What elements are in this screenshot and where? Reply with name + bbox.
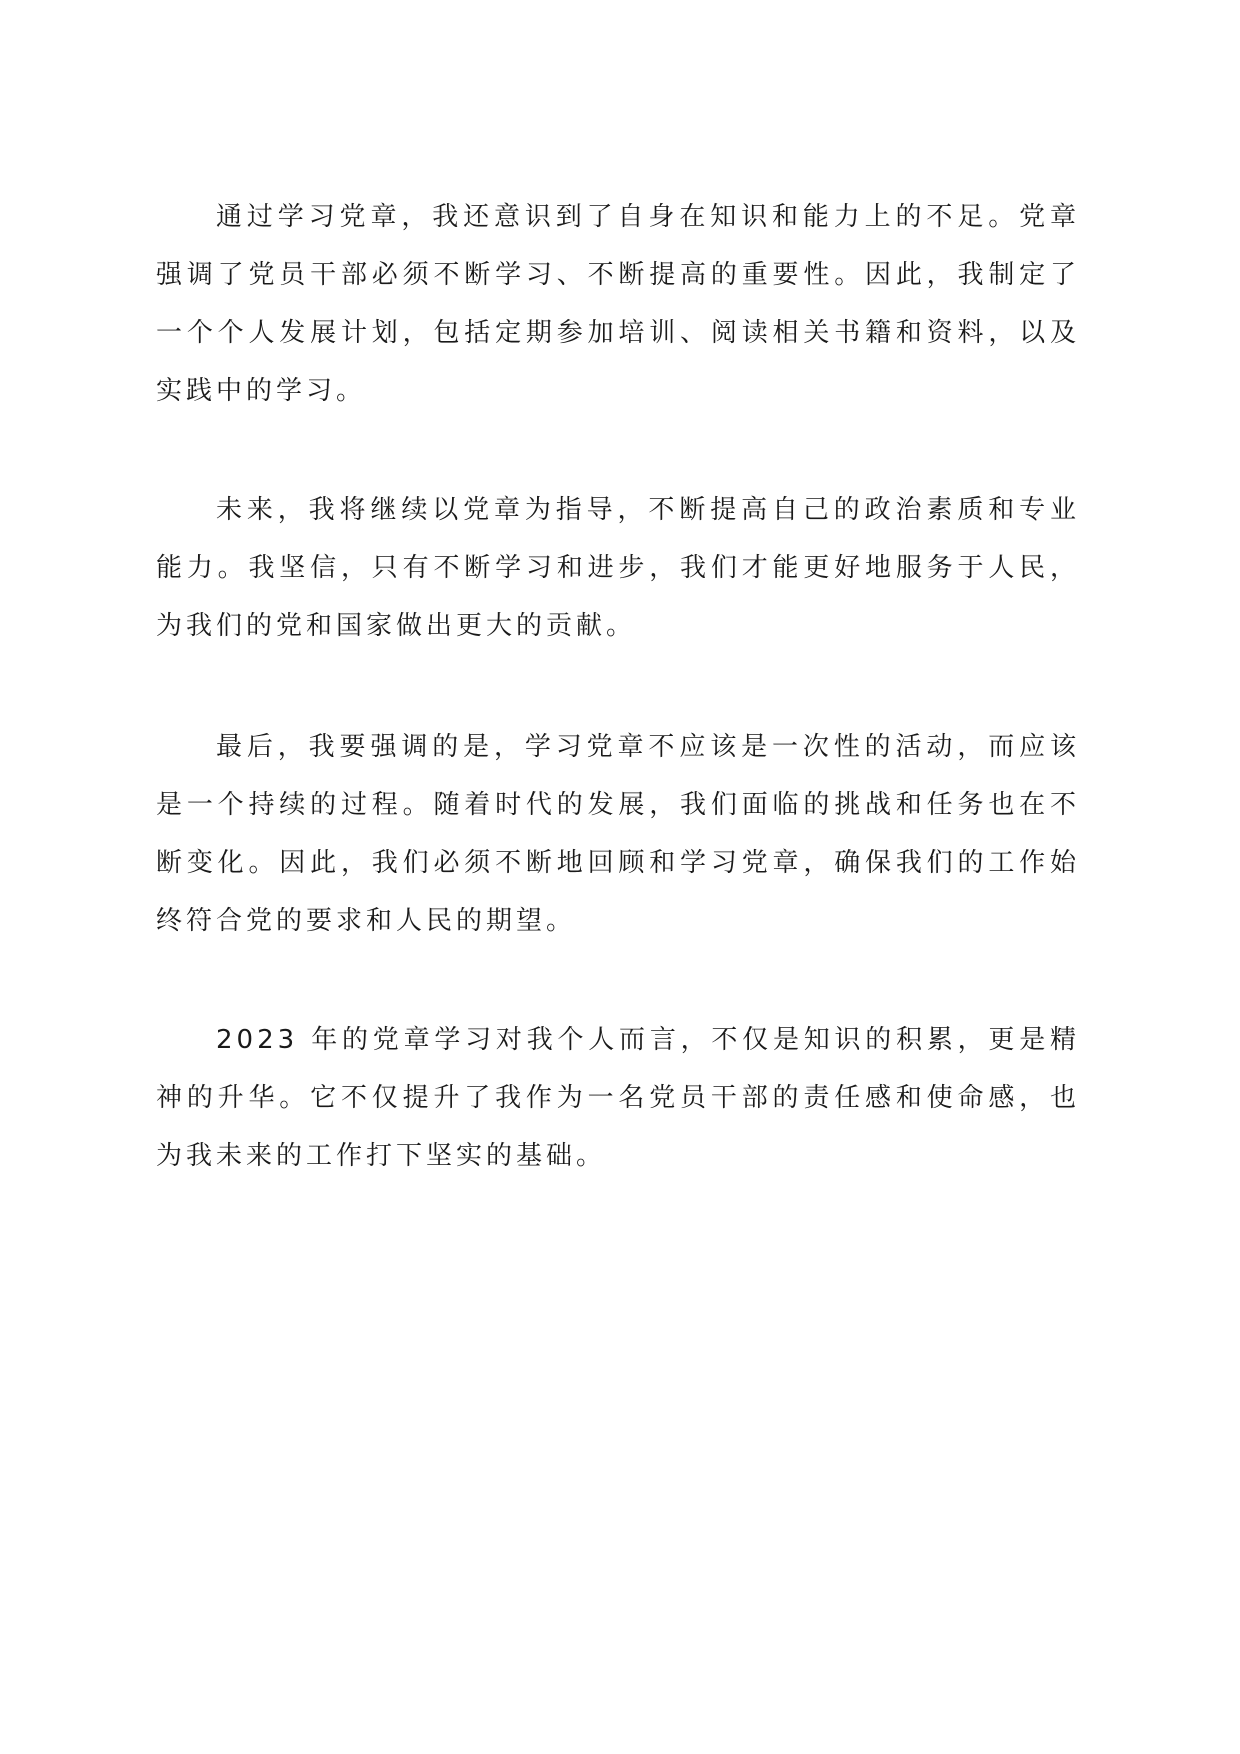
paragraph-self-improvement: 通过学习党章，我还意识到了自身在知识和能力上的不足。党章强调了党员干部必须不断学习、不断提高的重要性。因此，我制定了一个个人发展计划，包括定期参加培训、阅读相关书籍和资料，以及实践中的学习。 [156,202,1080,406]
paragraph-future-plans: 未来，我将继续以党章为指导，不断提高自己的政治素质和专业能力。我坚信，只有不断学习和进步，我们才能更好地服务于人民，为我们的党和国家做出更大的贡献。 [156,495,1080,641]
paragraph-continuous-learning: 最后，我要强调的是，学习党章不应该是一次性的活动，而应该是一个持续的过程。随着时代的发展，我们面临的挑战和任务也在不断变化。因此，我们必须不断地回顾和学习党章，确保我们的工作始终符合党的要求和人民的期望。 [156,732,1080,936]
paragraph-conclusion: 2023 年的党章学习对我个人而言，不仅是知识的积累，更是精神的升华。它不仅提升了我作为一名党员干部的责任感和使命感，也为我未来的工作打下坚实的基础。 [156,1025,1080,1171]
